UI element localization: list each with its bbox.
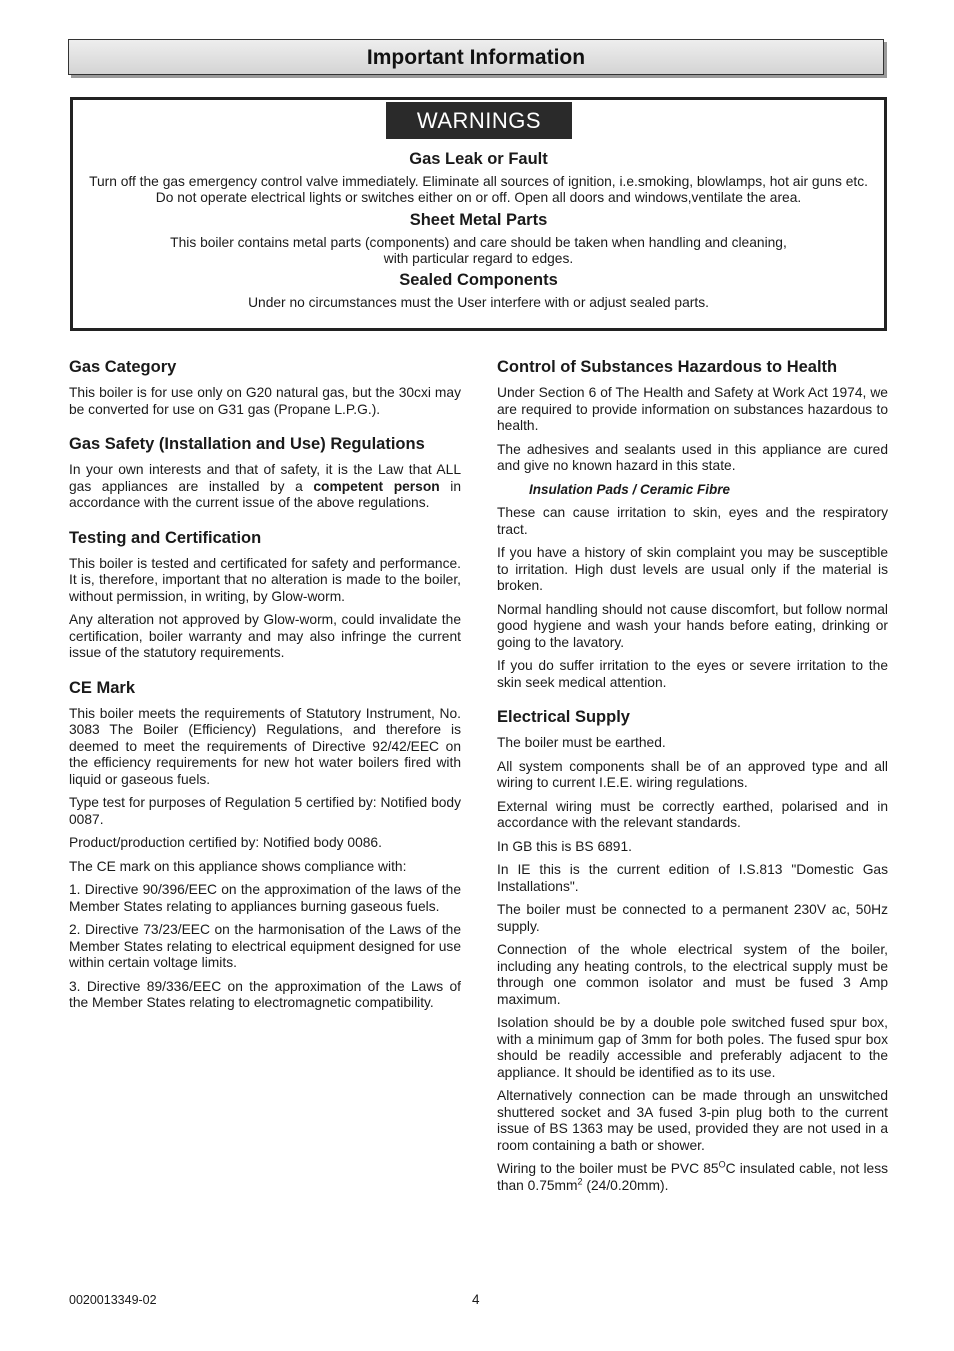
paragraph: Normal handling should not cause discomfort, but follow normal good hygiene and wash your hands before eating, drinking or going to the lavatory. [497,601,888,650]
paragraph: In GB this is BS 6891. [497,838,632,854]
paragraph: Isolation should be by a double pole switched fused spur box, with a minimum gap of 3mm for both poles. The fused spur box should be readily accessible and preferably adjacent to the appliance. It should be identified as to its use. [497,1015,888,1080]
warning-heading: Sealed Components [399,271,558,289]
paragraph: 1. Directive 90/396/EEC on the approximation of the laws of the Member States relating to appliances burning gaseous fuels. [69,882,461,914]
paragraph: All system components shall be of an approved type and all wiring to current I.E.E. wiring regulations. [497,758,888,790]
section-gas-safety [69,433,461,512]
paragraph: Under Section 6 of The Health and Safety at Work Act 1974, we are required to provide information on substances hazardous to health. [497,385,888,433]
paragraph: 2. Directive 73/23/EEC on the harmonisation of the Laws of the Member States relating to electrical equipment designed for use within certain voltage limits. [69,922,461,970]
warning-text-line: This boiler contains metal parts (components) and care should be taken when handling and cleaning, [170,235,787,250]
warning-text [73,235,884,266]
section-electrical [497,706,888,1194]
warning-sheet-metal [73,210,884,266]
subheading: Insulation Pads / Ceramic Fibre [529,481,731,497]
left-column [69,356,461,1027]
paragraph [497,1161,888,1194]
paragraph: External wiring must be correctly earthed, polarised and in accordance with the relevant standards. [497,798,888,830]
section-heading: CE Mark [69,678,136,697]
paragraph: Any alteration not approved by Glow-worm, could invalidate the certification, boiler warranty and may also infringe the current issue of the statutory requirements. [69,612,461,660]
warning-text-line: with particular regard to edges. [383,250,574,266]
section-heading: Electrical Supply [497,708,630,726]
section-coshh [497,356,888,691]
warning-gas-leak [73,149,884,205]
warning-text: Under no circumstances must the User interfere with or adjust sealed parts. [248,295,709,310]
paragraph: Product/production certified by: Notified body 0086. [69,835,382,850]
paragraph: This boiler is for use only on G20 natural gas, but the 30cxi may be converted for use on G31 gas (Propane L.P.G.). [69,385,461,417]
paragraph: The adhesives and sealants used in this appliance are cured and give no known hazard in this state. [497,441,888,473]
paragraph: Alternatively connection can be made through an unswitched shuttered socket and 3A fused 3-pin plug both to the current issue of BS 1363 may be used, provided they are not used in a room containing a bath or shower. [497,1088,888,1153]
text-run: in accordance with the current issue of the above regulations. [69,478,461,510]
paragraph: This boiler meets the requirements of Statutory Instrument, No. 3083 The Boiler (Efficiency) Regulations, and therefore is deemed to meet the requirements of Directive 92/42/EEC on the efficiency requirements for new hot water boilers fired with liquid or gaseous fuels. [69,705,461,787]
paragraph: If you do suffer irritation to the eyes or severe irritation to the skin seek medical attention. [497,658,888,690]
warning-sealed-components [73,270,884,311]
paragraph: The boiler must be connected to a permanent 230V ac, 50Hz supply. [497,902,888,934]
section-heading: Testing and Certification [69,528,262,547]
warnings-box [70,97,887,331]
warning-heading: Gas Leak or Fault [409,150,548,168]
superscript: O [718,1159,726,1170]
paragraph: Type test for purposes of Regulation 5 certified by: Notified body 0087. [69,795,461,827]
bold-text: competent person [313,478,440,494]
paragraph: The boiler must be earthed. [497,735,666,750]
document-code: 0020013349-02 [69,1293,157,1307]
text-run: C insulated cable, not less than 0.75mm [497,1161,888,1193]
paragraph: This boiler is tested and certificated for safety and performance. It is, therefore, important that no alteration is made to the boiler, without permission, in writing, by Glow-worm. [69,555,461,604]
title-bar [68,39,884,75]
section-heading: Gas Safety (Installation and Use) Regulations [69,435,425,453]
text-run: (24/0.20mm). [582,1177,669,1193]
page-title: Important Information [366,46,586,69]
paragraph: In IE this is the current edition of I.S.813 "Domestic Gas Installations". [497,862,888,894]
text-run: In your own interests and that of safety, it is the Law that ALL gas appliances are installed by a [69,462,461,494]
right-column [497,356,888,1209]
paragraph: These can cause irritation to skin, eyes and the respiratory tract. [497,505,888,537]
paragraph: Connection of the whole electrical system of the boiler, including any heating controls, to the electrical supply must be through one common isolator and must be fused 3 Amp maximum. [497,942,888,1007]
paragraph: The CE mark on this appliance shows compliance with: [69,858,407,874]
text-run: Wiring to the boiler must be PVC 85 [497,1161,719,1176]
superscript: 2 [577,1175,583,1186]
warning-text: Turn off the gas emergency control valve immediately. Eliminate all sources of ignition, i.e.smoking, blowlamps, hot air guns etc. Do not operate electrical lights or switches either on or off. Open all doors and windows,ventilate the area. [89,174,868,205]
section-heading: Gas Category [69,358,177,376]
section-ce-mark [69,677,461,1012]
paragraph: If you have a history of skin complaint you may be susceptible to irritation. High dust levels are usual only if the material is broken. [497,545,888,593]
section-heading: Control of Substances Hazardous to Health [497,358,838,376]
warnings-label: WARNINGS [386,102,572,139]
page-number: 4 [472,1292,480,1307]
section-testing [69,527,461,662]
paragraph: 3. Directive 89/336/EEC on the approximation of the Laws of the Member States relating to electromagnetic compatibility. [69,978,461,1010]
section-gas-category [69,356,461,418]
paragraph [69,462,461,512]
warning-heading: Sheet Metal Parts [409,211,548,229]
